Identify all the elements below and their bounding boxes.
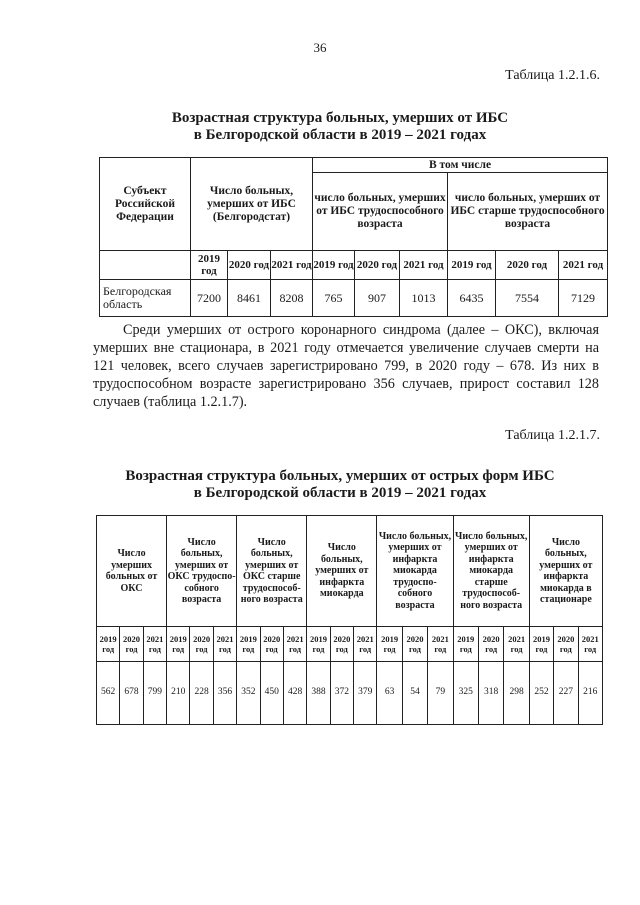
year-cell: 2019 год (313, 251, 355, 280)
year-cell: 2020 год (496, 251, 559, 280)
value-cell: 6435 (448, 280, 496, 317)
value-cell: 252 (529, 662, 553, 725)
acute-ibs-age-structure-table (96, 515, 603, 725)
working-age-header: число больных, умерших от ИБС трудоспособного возраста (313, 173, 448, 251)
acs-older-header: Число больных, умерших от ОКС старше трудоспособ-ного возраста (237, 516, 307, 627)
table-2-title (60, 468, 620, 502)
value-cell: 227 (554, 662, 578, 725)
year-cell: 2019 год (453, 627, 478, 662)
year-cell: 2021 год (578, 627, 602, 662)
value-cell: 8208 (271, 280, 313, 317)
value-cell: 562 (97, 662, 120, 725)
value-cell: 799 (143, 662, 166, 725)
total-ibs-deaths-header: Число больных, умерших от ИБС (Белгородстат) (191, 158, 313, 251)
value-cell: 318 (478, 662, 503, 725)
year-cell: 2021 год (428, 627, 453, 662)
year-cell: 2021 год (283, 627, 306, 662)
value-cell: 428 (283, 662, 306, 725)
value-cell: 8461 (228, 280, 271, 317)
ibs-age-structure-table (99, 157, 608, 317)
value-cell: 379 (354, 662, 377, 725)
year-cell: 2020 год (355, 251, 400, 280)
year-cell: 2019 год (237, 627, 260, 662)
value-cell: 79 (428, 662, 453, 725)
value-cell: 298 (504, 662, 529, 725)
value-cell: 325 (453, 662, 478, 725)
older-than-working-age-header: число больных, умерших от ИБС старше трудоспособного возраста (448, 173, 608, 251)
year-cell: 2019 год (448, 251, 496, 280)
value-cell: 63 (377, 662, 402, 725)
table-1-label: Таблица 1.2.1.6. (505, 68, 600, 83)
year-cell: 2021 год (559, 251, 608, 280)
value-cell: 678 (120, 662, 143, 725)
year-cell: 2019 год (529, 627, 553, 662)
year-cell: 2020 год (554, 627, 578, 662)
value-cell: 450 (260, 662, 283, 725)
year-cell: 2020 год (402, 627, 427, 662)
year-cell: 2020 год (190, 627, 213, 662)
acs-deaths-header: Число умерших больных от ОКС (97, 516, 167, 627)
value-cell: 1013 (400, 280, 448, 317)
value-cell: 228 (190, 662, 213, 725)
year-cell: 2021 год (213, 627, 236, 662)
including-header: В том числе (313, 158, 608, 173)
year-cell: 2020 год (228, 251, 271, 280)
year-cell: 2019 год (191, 251, 228, 280)
table-2-label: Таблица 1.2.1.7. (505, 428, 600, 443)
year-cell: 2020 год (260, 627, 283, 662)
value-cell: 210 (167, 662, 190, 725)
value-cell: 7129 (559, 280, 608, 317)
table-2-title-line-2: в Белгородской области в 2019 – 2021 годах (193, 485, 487, 501)
value-cell: 372 (330, 662, 353, 725)
table-1-title (60, 110, 620, 144)
page-number: 36 (313, 40, 327, 55)
year-cell: 2019 год (377, 627, 402, 662)
value-cell: 7554 (496, 280, 559, 317)
value-cell: 356 (213, 662, 236, 725)
value-cell: 54 (402, 662, 427, 725)
year-cell: 2021 год (400, 251, 448, 280)
year-cell: 2020 год (478, 627, 503, 662)
year-cell: 2019 год (307, 627, 330, 662)
table-1-title-line-1: Возрастная структура больных, умерших от ИБС (171, 110, 509, 126)
subject-header: Субъект Российской Федерации (100, 158, 191, 251)
year-cell: 2021 год (143, 627, 166, 662)
acs-working-age-header: Число больных, умерших от ОКС трудоспо-собного возраста (167, 516, 237, 627)
year-cell: 2020 год (330, 627, 353, 662)
mi-older-header: Число больных, умерших от инфаркта миокарда старше трудоспособ-ного возраста (453, 516, 529, 627)
value-cell: 388 (307, 662, 330, 725)
body-paragraph: Среди умерших от острого коронарного синдрома (далее – ОКС), включая умерших вне стационара, в 2021 году отмечается увеличение случаев смерти на 121 человек, всего случаев зарегистрировано 799, в 2020 году – 678. Из них в трудоспособном возрасте зарегистрировано 356 случаев, прирост составил 128 случаев (таблица 1.2.1.7). (93, 322, 599, 410)
table-1-title-line-2: в Белгородской области в 2019 – 2021 годах (193, 127, 487, 143)
year-cell: 2021 год (504, 627, 529, 662)
mi-deaths-header: Число больных, умерших от инфаркта миокарда (307, 516, 377, 627)
year-cell: 2019 год (97, 627, 120, 662)
year-cell: 2021 год (354, 627, 377, 662)
year-cell: 2020 год (120, 627, 143, 662)
value-cell: 765 (313, 280, 355, 317)
year-cell: 2019 год (167, 627, 190, 662)
value-cell: 7200 (191, 280, 228, 317)
mi-working-age-header: Число больных, умерших от инфаркта миокарда трудоспо-собного возраста (377, 516, 453, 627)
year-cell: 2021 год (271, 251, 313, 280)
empty-cell (100, 251, 191, 280)
value-cell: 352 (237, 662, 260, 725)
value-cell: 907 (355, 280, 400, 317)
mi-in-hospital-header: Число больных, умерших от инфаркта миокарда в стационаре (529, 516, 602, 627)
subject-cell: Белгородская область (100, 280, 191, 317)
value-cell: 216 (578, 662, 602, 725)
table-2-title-line-1: Возрастная структура больных, умерших от острых форм ИБС (125, 468, 555, 484)
